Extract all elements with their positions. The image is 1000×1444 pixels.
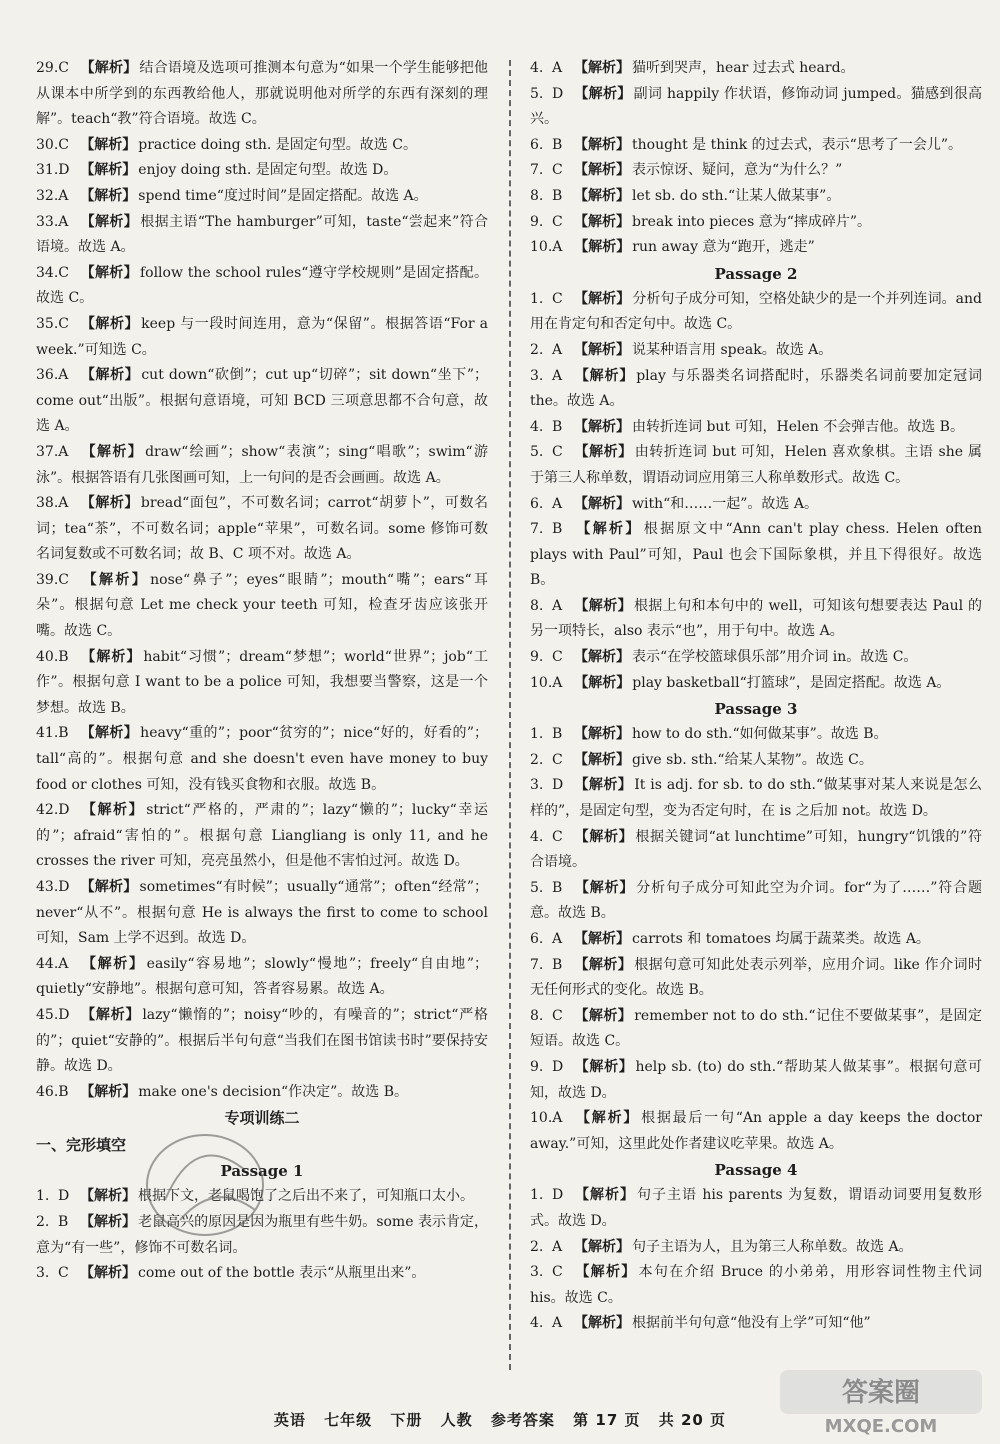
question-number: 6. [530,495,544,512]
analysis-tag: 【解析】 [80,213,139,230]
question-number: 34. [36,264,59,281]
question-number: 8. [530,1007,544,1024]
question-number: 43. [36,879,59,895]
answer-entry [530,517,982,594]
analysis-tag: 【解析】 [574,187,630,204]
analysis-tag: 【解析】 [80,443,144,460]
answer-entry [36,491,488,568]
answer-option: C [58,60,69,76]
answer-entry [530,338,982,364]
analysis-text: 分析句子成分可知此空为介词。for“为了……”符合题意。故选 B。 [530,879,982,922]
answer-option: D [552,1058,564,1075]
question-number: 4. [530,60,544,76]
analysis-tag: 【解析】 [574,239,631,256]
analysis-text: 根据前半句句意“他没有上学”可知“他” [632,1315,871,1332]
analysis-text: how to do sth.“如何做某事”。故选 B。 [632,726,888,743]
section-title: 专项训练二 [224,1109,300,1128]
question-number: 3. [36,1265,50,1282]
column-divider [509,60,511,1370]
question-number: 1. [530,290,544,307]
analysis-text: 结合语境及选项可推测本句意为“如果一个学生能够把他从课本中所学到的东西教给他人，那就说明他对所学的东西有深刻的理解”。teach“教”符合语境。故选 C。 [36,60,489,128]
answer-entry [530,492,982,518]
question-number: 2. [36,1213,50,1230]
answer-option: B [58,725,69,742]
answer-option: B [552,879,563,896]
analysis-text: easily“容易地”；slowly“慢地”；freely“自由地”；quietly“安静地”。根据句意可知，答者容易累。故选 A。 [36,955,489,998]
answer-entry [530,722,982,748]
analysis-tag: 【解析】 [574,726,630,743]
analysis-text: 根据最后一句“An apple a day keeps the doctor away.”可知，这里此处作者建议吃苹果。故选 A。 [530,1110,982,1152]
analysis-tag: 【解析】 [574,956,633,973]
analysis-text: bread“面包”，不可数名词；carrot“胡萝卜”，可数名词；tea“茶”，不可数名词；apple“苹果”，可数名词。some 修饰可数名词复数或不可数名词；故 B、C 项不对。故选 A。 [36,495,488,563]
question-number: 36. [36,367,59,384]
answer-entry [36,645,488,722]
analysis-text: keep 与一段时间连用，意为“保留”。根据答语“For a week.”可知选 C。 [36,315,488,358]
answer-entry [36,1080,488,1106]
answer-entry [36,440,488,491]
analysis-text: thought 是 think 的过去式，表示“思考了一会儿”。 [632,136,962,153]
analysis-text: spend time“度过时间”是固定搭配。故选 A。 [138,187,428,204]
question-number: 4. [530,418,544,435]
answer-option: A [58,213,69,230]
answer-option: C [58,315,69,332]
answer-option: D [58,802,70,819]
answer-entry [36,56,488,133]
analysis-text: 根据主语“The hamburger”可知，taste“尝起来”符合语境。故选 A。 [36,213,488,256]
footer-volume: 下册 [390,1411,423,1429]
analysis-tag: 【解析】 [574,1110,640,1127]
passage-4-entry-list [530,1183,982,1337]
analysis-tag: 【解析】 [80,571,149,588]
analysis-text: 表示惊讶、疑问，意为“为什么？” [632,162,843,179]
analysis-tag: 【解析】 [574,521,642,538]
question-number: 8. [530,187,544,204]
analysis-tag: 【解析】 [574,777,633,794]
analysis-text: play 与乐器类名词搭配时，乐器类名词前要加定冠词 the。故选 A。 [530,367,982,410]
answer-option: A [552,1315,563,1332]
answer-option: A [552,931,563,947]
analysis-text: 根据上句和本句中的 well，可知该句想要表达 Paul 的另一项特长，also 表示“也”，用于句中。故选 A。 [530,597,982,640]
answer-entry [530,594,982,645]
answer-option: C [552,1264,563,1281]
question-number: 33. [36,213,59,230]
answer-entry [36,261,488,312]
answer-entry [36,952,488,1003]
analysis-tag: 【解析】 [574,162,630,179]
answer-option: B [552,418,563,435]
answer-option: A [552,341,563,358]
answer-entry [530,1260,982,1311]
answer-option: C [552,751,563,768]
analysis-text: draw“绘画”；show“表演”；sing“唱歌”；swim“游泳”。根据答语有几张图画可知，上一句问的是否会画画。故选 A。 [36,443,488,486]
answer-option: C [552,213,563,230]
answer-entry [530,671,982,697]
analysis-tag: 【解析】 [574,367,635,384]
answer-option: B [552,726,563,743]
analysis-tag: 【解析】 [80,802,145,819]
passage-1-title: Passage 1 [220,1162,304,1181]
question-number: 2. [530,1238,544,1255]
question-number: 9. [530,649,544,666]
question-number: 39. [36,571,59,588]
answer-option: C [552,290,563,307]
answer-option: A [58,187,69,204]
answer-option: C [58,571,69,588]
answer-entry [36,568,488,645]
analysis-tag: 【解析】 [80,1006,141,1023]
footer-edition: 人教 [440,1411,473,1429]
answer-entry [530,773,982,824]
question-number: 40. [36,648,59,665]
answer-option: B [552,956,563,973]
analysis-tag: 【解析】 [574,674,631,691]
answer-option: A [58,367,69,384]
analysis-text: break into pieces 意为“摔成碎片”。 [632,213,872,230]
question-number: 7. [530,956,544,973]
question-number: 9. [530,213,544,230]
answer-entry [530,953,982,1004]
analysis-text: follow the school rules“遵守学校规则”是固定搭配。故选 C。 [36,264,489,307]
answer-entry [36,1261,488,1287]
analysis-text: play basketball“打篮球”，是固定搭配。故选 A。 [632,674,951,691]
question-number: 38. [36,495,59,512]
answer-entry [530,876,982,927]
analysis-text: habit“习惯”；dream“梦想”；world“世界”；job“工作”。根据句意 I want to be a police 可知，我想要当警察，这是一个梦想。故选 B。 [36,648,488,716]
analysis-tag: 【解析】 [80,1188,136,1205]
answer-option: D [58,162,70,179]
answer-entry [36,133,488,159]
question-number: 5. [530,85,544,102]
answer-option: D [552,777,564,794]
answer-option: A [58,495,69,512]
analysis-tag: 【解析】 [574,1187,635,1204]
analysis-text: strict“严格的，严肃的”；lazy“懒的”；lucky“幸运的”；afraid“害怕的”。根据句意 Liangliang is only 11, and he crosses the river 可知，亮亮虽然小，但是他不害怕过河。故选 D。 [36,802,489,870]
analysis-text: 句子主语为人，且为第三人称单数。故选 A。 [632,1238,913,1255]
answer-option: A [552,367,563,384]
analysis-tag: 【解析】 [80,367,140,384]
footer-grade: 七年级 [324,1411,373,1429]
analysis-tag: 【解析】 [574,931,630,947]
analysis-text: 句子主语 his parents 为复数，谓语动词要用复数形式。故选 D。 [530,1187,982,1229]
answer-option: C [552,828,563,845]
answer-entry [530,415,982,441]
analysis-text: 说某种语言用 speak。故选 A。 [632,341,833,358]
answer-option: A [552,1110,563,1127]
answer-option: B [58,1083,69,1100]
analysis-tag: 【解析】 [80,315,140,332]
question-number: 2. [530,751,544,768]
passage-4-title: Passage 4 [714,1161,798,1180]
answer-option: D [552,85,564,102]
analysis-text: 老鼠高兴的原因是因为瓶里有些牛奶。some 表示肯定，意为“有一些”，修饰不可数名词。 [36,1213,489,1256]
analysis-tag: 【解析】 [80,187,137,204]
analysis-tag: 【解析】 [80,955,145,972]
answer-option: A [552,239,563,256]
answer-entry [36,363,488,440]
answer-option: A [58,443,69,460]
question-number: 1. [530,726,544,743]
question-number: 2. [530,341,544,358]
question-number: 6. [530,931,544,947]
analysis-tag: 【解析】 [80,1265,136,1282]
analysis-tag: 【解析】 [574,828,634,845]
analysis-tag: 【解析】 [574,495,630,512]
analysis-tag: 【解析】 [574,1264,637,1281]
analysis-text: come out of the bottle 表示“从瓶里出来”。 [138,1265,426,1282]
analysis-tag: 【解析】 [80,1083,137,1100]
question-number: 4. [530,828,544,845]
question-number: 32. [36,187,59,204]
answer-entry [36,158,488,184]
handwritten-stamp [135,1110,285,1250]
svg-text:答案圈: 答案圈 [841,1378,921,1408]
analysis-text: nose“鼻子”；eyes“眼睛”；mouth“嘴”；ears“耳朵”。根据句意 Let me check your teeth 可知，检查牙齿应该张开嘴。故选 C。 [36,571,489,640]
question-number: 42. [36,802,59,819]
right-column [530,56,982,1337]
footer-total: 共 20 页 [658,1411,727,1429]
answer-entry [530,645,982,671]
question-number: 7. [530,162,544,179]
passage-1-continued-list [530,56,982,261]
question-number: 7. [530,521,544,538]
answer-entry [530,440,982,491]
analysis-text: sometimes“有时候”；usually“通常”；often“经常”；never“从不”。根据句意 He is always the first to come to school 可知，Sam 上学不迟到。故选 D。 [36,879,488,947]
question-number: 6. [530,136,544,153]
question-number: 3. [530,367,544,384]
answer-entry [36,875,488,952]
answer-entry [36,721,488,798]
answer-entry [530,235,982,261]
analysis-tag: 【解析】 [80,162,137,179]
left-column [36,56,488,1287]
answer-entry [530,1311,982,1337]
analysis-text: enjoy doing sth. 是固定句型。故选 D。 [138,162,398,179]
analysis-text: 本句在介绍 Bruce 的小弟弟，用形容词性物主代词 his。故选 C。 [530,1264,982,1306]
passage-2-title: Passage 2 [714,264,798,283]
analysis-tag: 【解析】 [80,264,138,281]
analysis-tag: 【解析】 [574,444,633,461]
watermark-logo [776,1368,986,1438]
analysis-text: cut down“砍倒”；cut up“切碎”；sit down“坐下”；come out“出版”。根据句意语境，可知 BCD 三项意思都不合句意，故选 A。 [36,367,489,435]
answer-option: D [552,1187,564,1204]
question-number: 3. [530,1264,544,1281]
analysis-text: lazy“懒惰的”；noisy“吵的，有噪音的”；strict“严格的”；quiet“安静的”。根据后半句句意“当我们在图书馆读书时”要保持安静。故选 D。 [36,1006,488,1075]
analysis-tag: 【解析】 [80,60,138,76]
answer-option: B [552,136,563,153]
answer-option: A [552,495,563,512]
question-number: 30. [36,136,59,153]
answer-entry [36,1003,488,1080]
analysis-text: carrots 和 tomatoes 均属于蔬菜类。故选 A。 [632,931,930,947]
analysis-text: 根据关键词“at lunchtime”可知，hungry“饥饿的”符合语境。 [530,828,982,871]
answer-entry [36,184,488,210]
answer-entry [530,184,982,210]
analysis-tag: 【解析】 [80,725,139,742]
analysis-text: remember not to do sth.“记住不要做某事”，是固定短语。故选 C。 [530,1007,983,1050]
answer-option: D [58,1006,70,1023]
analysis-tag: 【解析】 [574,290,631,307]
answer-option: C [58,264,69,281]
passage-3-entry-list [530,722,982,1157]
analysis-text: 由转折连词 but 可知，Helen 喜欢象棋。主语 she 属于第三人称单数，谓语动词应用第三人称单数形式。故选 C。 [530,444,983,486]
analysis-tag: 【解析】 [80,495,139,512]
answer-entry [530,1183,982,1234]
answer-entry [530,927,982,953]
answer-option: C [552,444,563,461]
answer-option: A [552,597,563,614]
analysis-text: let sb. do sth.“让某人做某事”。 [632,187,841,204]
analysis-tag: 【解析】 [574,60,630,76]
answer-entry [36,312,488,363]
analysis-text: give sb. sth.“给某人某物”。故选 C。 [632,751,873,768]
passage-2-entry-list [530,287,982,697]
analysis-tag: 【解析】 [574,879,635,896]
analysis-text: run away 意为“跑开，逃走” [632,239,815,256]
answer-entry [36,798,488,875]
answer-entry [36,210,488,261]
question-number: 3. [530,777,544,794]
answer-option: C [58,136,69,153]
answer-option: A [552,60,563,76]
answer-option: C [552,649,563,666]
answer-entry [530,133,982,159]
analysis-text: 副词 happily 作状语，修饰动词 jumped。猫感到很高兴。 [530,85,983,128]
question-number: 5. [530,444,544,461]
answer-entry [530,1004,982,1055]
analysis-tag: 【解析】 [574,136,630,153]
answer-entry [530,56,982,82]
analysis-text: with“和……一起”。故选 A。 [632,495,818,512]
analysis-tag: 【解析】 [574,751,630,768]
answer-option: A [552,1238,563,1255]
footer-label: 参考答案 [490,1411,555,1429]
analysis-tag: 【解析】 [80,648,142,665]
analysis-tag: 【解析】 [574,418,630,435]
analysis-text: 根据下文，老鼠喝饱了之后出不来了，可知瓶口太小。 [138,1188,474,1205]
question-number: 41. [36,725,59,742]
analysis-text: It is adj. for sb. to do sth.“做某事对某人来说是怎么样的”，是固定句型，变为否定句时，在 is 之后加 not。故选 D。 [530,777,983,820]
analysis-tag: 【解析】 [574,1315,630,1332]
answer-option: B [552,187,563,204]
left-entry-list [36,56,488,1105]
answer-option: D [58,1188,70,1205]
question-number: 29. [36,60,59,76]
analysis-tag: 【解析】 [574,597,632,614]
analysis-text: heavy“重的”；poor“贫穷的”；nice“好的，好看的”；tall“高的”。根据句意 and she doesn't even have money to buy food or clothes 可知，没有钱买食物和衣服。故选 B。 [36,725,489,793]
answer-entry [530,1235,982,1261]
question-number: 1. [530,1187,544,1204]
analysis-text: practice doing sth. 是固定句型。故选 C。 [138,136,417,153]
analysis-tag: 【解析】 [574,1058,634,1075]
answer-entry [530,287,982,338]
answer-option: A [552,674,563,691]
analysis-tag: 【解析】 [574,213,630,230]
analysis-text: 分析句子成分可知，空格处缺少的是一个并列连词。and 用在肯定句和否定句中。故选 C。 [530,290,983,333]
answer-option: C [552,162,563,179]
question-number: 9. [530,1058,544,1075]
answer-entry [530,82,982,133]
answer-entry [530,158,982,184]
answer-option: D [58,879,70,895]
analysis-text: help sb. (to) do sth.“帮助某人做某事”。根据句意可知，故选 D。 [530,1058,983,1101]
analysis-tag: 【解析】 [574,649,630,666]
analysis-text: 由转折连词 but 可知，Helen 不会弹吉他。故选 B。 [632,418,964,435]
part-title: 一、完形填空 [36,1136,127,1155]
analysis-tag: 【解析】 [80,136,137,153]
answer-option: B [58,648,69,665]
answer-entry [530,1106,982,1157]
answer-entry [530,210,982,236]
answer-entry [530,1055,982,1106]
question-number: 5. [530,879,544,896]
answer-option: C [552,1007,563,1024]
analysis-tag: 【解析】 [80,1213,137,1230]
question-number: 8. [530,597,544,614]
question-number: 35. [36,315,59,332]
footer-subject: 英语 [273,1411,306,1429]
question-number: 45. [36,1006,59,1023]
svg-text:MXQE.COM: MXQE.COM [824,1416,938,1437]
passage-3-title: Passage 3 [714,700,798,719]
answer-entry [530,825,982,876]
answer-option: A [58,955,69,972]
analysis-tag: 【解析】 [574,1238,630,1255]
analysis-text: 根据句意可知此处表示列举，应用介词。like 作介词时无任何形式的变化。故选 B。 [530,956,982,999]
answer-option: B [552,521,563,538]
answer-option: C [58,1265,69,1282]
analysis-tag: 【解析】 [574,85,632,102]
question-number: 46. [36,1083,59,1100]
analysis-text: 表示“在学校篮球俱乐部”用介词 in。故选 C。 [632,649,918,666]
analysis-text: 猫听到哭声，hear 过去式 heard。 [632,60,855,76]
analysis-text: make one's decision“作决定”。故选 B。 [138,1083,409,1100]
answer-option: B [58,1213,69,1230]
question-number: 44. [36,955,59,972]
analysis-tag: 【解析】 [574,341,630,358]
question-number: 10. [530,1110,553,1127]
question-number: 10. [530,674,553,691]
analysis-text: 根据原文中“Ann can't play chess. Helen often plays with Paul”可知，Paul 也会下国际象棋，并且下得很好。故选 B。 [530,521,982,589]
question-number: 4. [530,1315,544,1332]
question-number: 37. [36,443,59,460]
analysis-tag: 【解析】 [574,1007,633,1024]
question-number: 10. [530,239,553,256]
question-number: 1. [36,1188,50,1205]
footer-page: 第 17 页 [573,1411,641,1429]
answer-entry [530,748,982,774]
answer-entry [530,364,982,415]
question-number: 31. [36,162,59,179]
analysis-tag: 【解析】 [80,879,138,895]
